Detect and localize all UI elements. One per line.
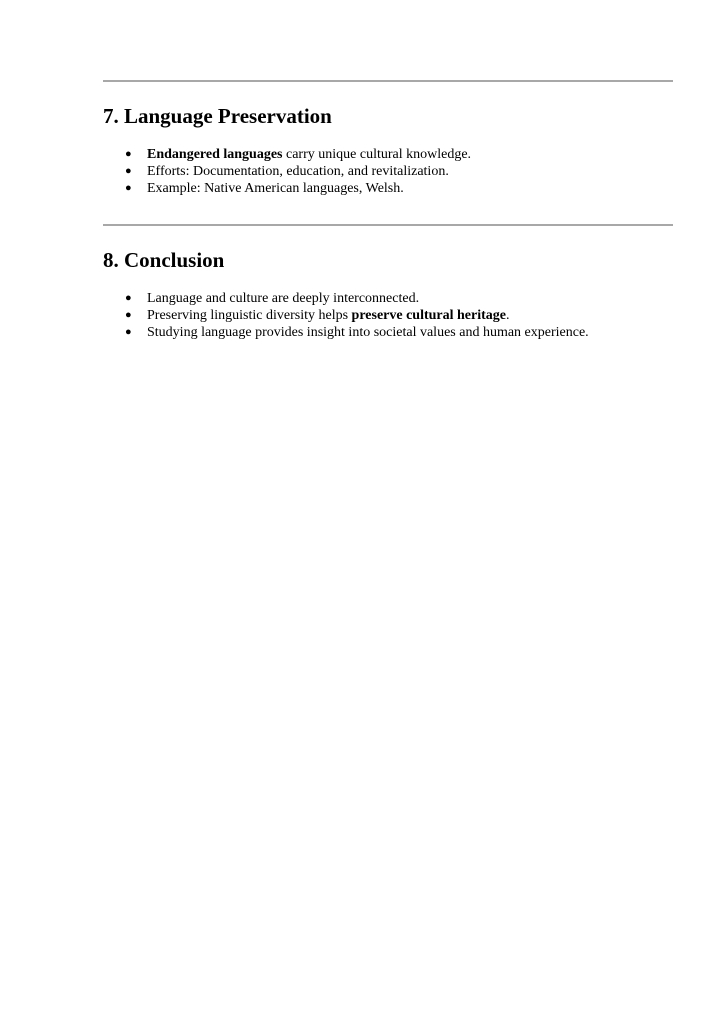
horizontal-rule [103, 80, 673, 82]
list-item-text: . [506, 308, 510, 323]
list-item [125, 146, 471, 163]
bullet-icon: ● [125, 148, 132, 160]
bullet-icon: ● [125, 326, 132, 338]
bullet-list [125, 146, 471, 197]
list-item [125, 290, 589, 307]
section-heading: 7. Language Preservation [103, 104, 332, 128]
bullet-icon: ● [125, 182, 132, 194]
list-item [125, 324, 589, 341]
section-heading: 8. Conclusion [103, 248, 225, 272]
bullet-icon: ● [125, 292, 132, 304]
list-item [125, 307, 589, 324]
list-item-text: Studying language provides insight into societal values and human experience. [147, 325, 589, 340]
list-item-text: Example: Native American languages, Welsh. [147, 181, 404, 196]
list-item-text: Language and culture are deeply interconnected. [147, 291, 420, 306]
list-item [125, 180, 471, 197]
list-item-text: carry unique cultural knowledge. [282, 147, 472, 162]
list-item-text: Preserving linguistic diversity helps [147, 308, 352, 323]
bold-term: preserve cultural heritage [351, 308, 507, 323]
bullet-icon: ● [125, 165, 132, 177]
horizontal-rule [103, 224, 673, 226]
bold-term: Endangered languages [147, 147, 283, 162]
list-item [125, 163, 471, 180]
bullet-list [125, 290, 589, 341]
bullet-icon: ● [125, 309, 132, 321]
list-item-text: Efforts: Documentation, education, and revitalization. [147, 164, 449, 179]
